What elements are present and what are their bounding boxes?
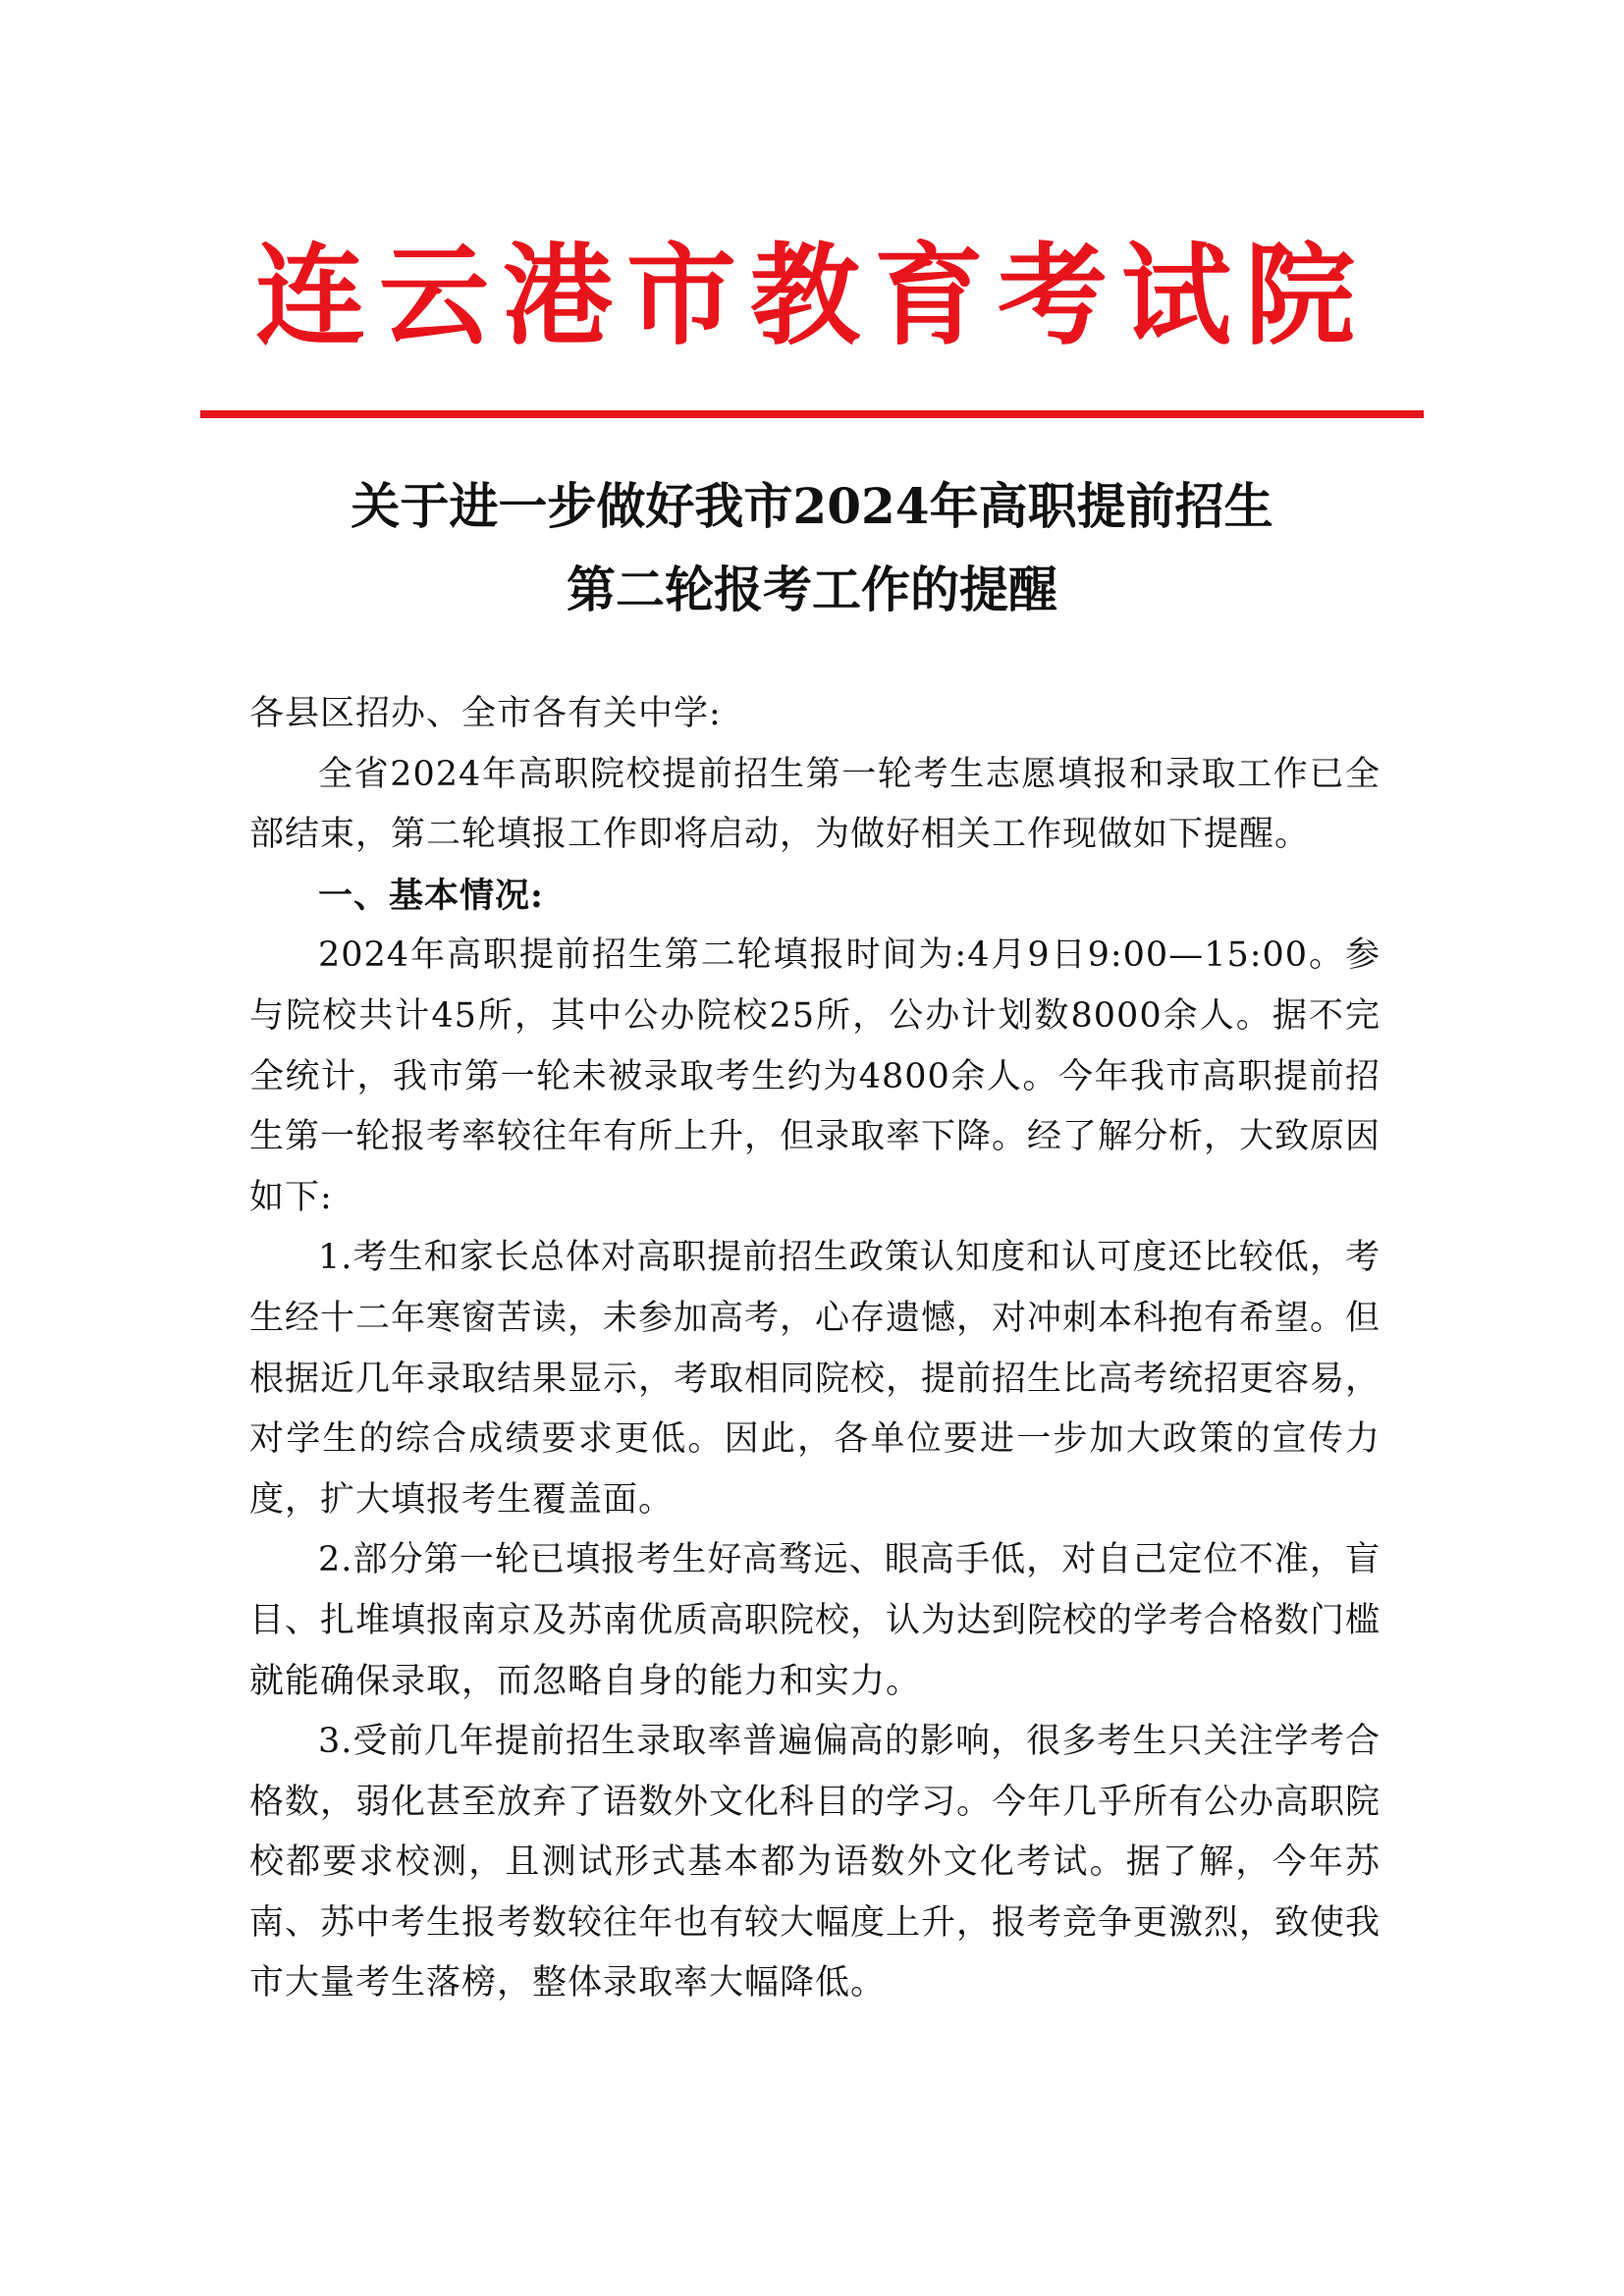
letterhead-red-rule bbox=[200, 410, 1424, 418]
basic-situation-paragraph: 2024年高职提前招生第二轮填报时间为:4月9日9:00—15:00。参与院校共计45所，其中公办院校25所，公办计划数8000余人。据不完全统计，我市第一轮未被录取考生约为4800余人。今年我市高职提前招生第一轮报考率较往年有所上升，但录取率下降。经了解分析，大致原因如下: bbox=[249, 935, 1381, 1217]
intro-paragraph: 全省2024年高职院校提前招生第一轮考生志愿填报和录取工作已全部结束，第二轮填报工作即将启动，为做好相关工作现做如下提醒。 bbox=[249, 754, 1380, 855]
reason-item-3: 3.受前几年提前招生录取率普遍偏高的影响，很多考生只关注学考合格数，弱化甚至放弃了语数外文化科目的学习。今年几乎所有公办高职院校都要求校测，且测试形式基本都为语数外文化考试。据了解，今年苏南、苏中考生报考数较往年也有较大幅度上升，报考竞争更激烈，致使我市大量考生落榜，整体录取率大幅降低。 bbox=[249, 1722, 1381, 2003]
salutation: 各县区招办、全市各有关中学: bbox=[249, 694, 722, 733]
letterhead-organization-name: 连云港市教育考试院 bbox=[255, 232, 1369, 360]
document-title-line-1: 关于进一步做好我市2024年高职提前招生 bbox=[351, 477, 1273, 535]
document-body bbox=[249, 684, 1380, 2014]
section-heading-basic-situation: 一、基本情况: bbox=[318, 875, 544, 916]
document-title-line-2: 第二轮报考工作的提醒 bbox=[567, 561, 1057, 618]
reason-item-1: 1.考生和家长总体对高职提前招生政策认知度和认可度还比较低，考生经十二年寒窗苦读，未参加高考，心存遗憾，对冲刺本科抱有希望。但根据近几年录取结果显示，考取相同院校，提前招生比高考统招更容易，对学生的综合成绩要求更低。因此，各单位要进一步加大政策的宣传力度，扩大填报考生覆盖面。 bbox=[249, 1238, 1381, 1520]
reason-item-2: 2.部分第一轮已填报考生好高骛远、眼高手低，对自己定位不准，盲目、扎堆填报南京及苏南优质高职院校，认为达到院校的学考合格数门槛就能确保录取，而忽略自身的能力和实力。 bbox=[249, 1540, 1381, 1701]
